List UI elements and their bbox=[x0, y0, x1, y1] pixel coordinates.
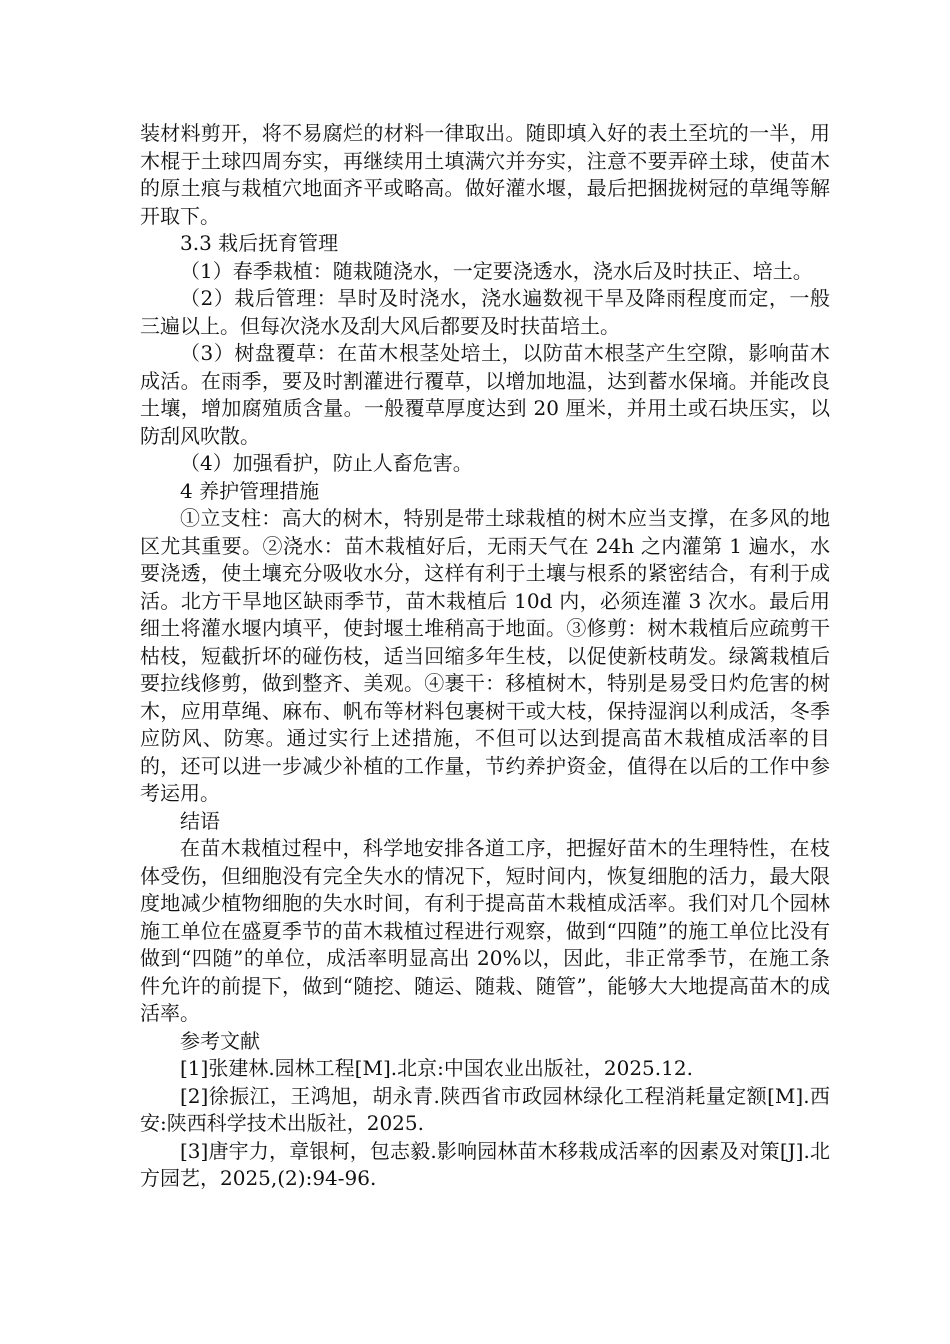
paragraph-mulching: （3）树盘覆草：在苗木根茎处培土，以防苗木根茎产生空隙，影响苗木成活。在雨季，要及时割灌进行覆草，以增加地温，达到蓄水保墒。并能改良土壤，增加腐殖质含量。一般覆草厚度达到 20 厘米，并用土或石块压实，以防刮风吹散。 bbox=[140, 341, 830, 448]
paragraph-post-planting-management: （2）栽后管理：旱时及时浇水，浇水遍数视干旱及降雨程度而定，一般三遍以上。但每次浇水及刮大风后都要及时扶苗培土。 bbox=[140, 286, 830, 338]
section-heading-references: 参考文献 bbox=[180, 1028, 260, 1053]
section-heading-4: 4 养护管理措施 bbox=[180, 478, 320, 503]
section-heading-3-3: 3.3 栽后抚育管理 bbox=[180, 231, 339, 255]
paragraph-conclusion: 在苗木栽植过程中，科学地安排各道工序，把握好苗木的生理特性，在枝体受伤，但细胞没有完全失水的情况下，短时间内，恢复细胞的活力，最大限度地减少植物细胞的失水时间，有利于提高苗木栽植成活率。我们对几个园林施工单位在盛夏季节的苗木栽植过程进行观察，做到“四随”的施工单位比没有做到“四随”的单位，成活率明显高出 20%以，因此，非正常季节，在施工条件允许的前提下，做到“随挖、随运、随栽、随管”，能够大大地提高苗木的成活率。 bbox=[140, 836, 830, 1025]
reference-item: [1]张建林.园林工程[M].北京:中国农业出版社，2025.12. bbox=[180, 1056, 693, 1080]
reference-item: [3]唐宇力，章银柯，包志毅.影响园林苗木移栽成活率的因素及对策[J].北方园艺，2025,(2):94-96. bbox=[140, 1138, 830, 1190]
reference-item: [2]徐振江，王鸿旭，胡永青.陕西省市政园林绿化工程消耗量定额[M].西安:陕西科学技术出版社，2025. bbox=[140, 1083, 830, 1135]
section-heading-conclusion: 结语 bbox=[180, 808, 220, 833]
document-page bbox=[140, 120, 830, 1193]
paragraph-continued: 装材料剪开，将不易腐烂的材料一律取出。随即填入好的表土至坑的一半，用木棍于土球四周夯实，再继续用土填满穴并夯实，注意不要弄碎土球，使苗木的原土痕与栽植穴地面齐平或略高。做好灌水堰，最后把捆拢树冠的草绳等解开取下。 bbox=[140, 121, 830, 228]
paragraph-spring-planting: （1）春季栽植：随栽随浇水，一定要浇透水，浇水后及时扶正、培土。 bbox=[180, 258, 813, 283]
paragraph-maintenance-measures: ①立支柱：高大的树木，特别是带土球栽植的树木应当支撑，在多风的地区尤其重要。②浇水：苗木栽植好后，无雨天气在 24h 之内灌第 1 遍水，水要浇透，使土壤充分吸收水分，这样有利于土壤与根系的紧密结合，有利于成活。北方干旱地区缺雨季节，苗木栽植后 10d 内，必须连灌 3 次水。最后用细土将灌水堰内填平，使封堰土堆稍高于地面。③修剪：树木栽植后应疏剪干枯枝，短截折坏的碰伤枝，适当回缩多年生枝，以促使新枝萌发。绿篱栽植后要拉线修剪，做到整齐、美观。④裹干：移植树木，特别是易受日灼危害的树木，应用草绳、麻布、帆布等材料包裹树干或大枝，保持湿润以利成活，冬季应防风、防寒。通过实行上述措施，不但可以达到提高苗木栽植成活率的目的，还可以进一步减少补植的工作量，节约养护资金，值得在以后的工作中参考运用。 bbox=[140, 506, 830, 805]
paragraph-protection: （4）加强看护，防止人畜危害。 bbox=[180, 451, 473, 475]
